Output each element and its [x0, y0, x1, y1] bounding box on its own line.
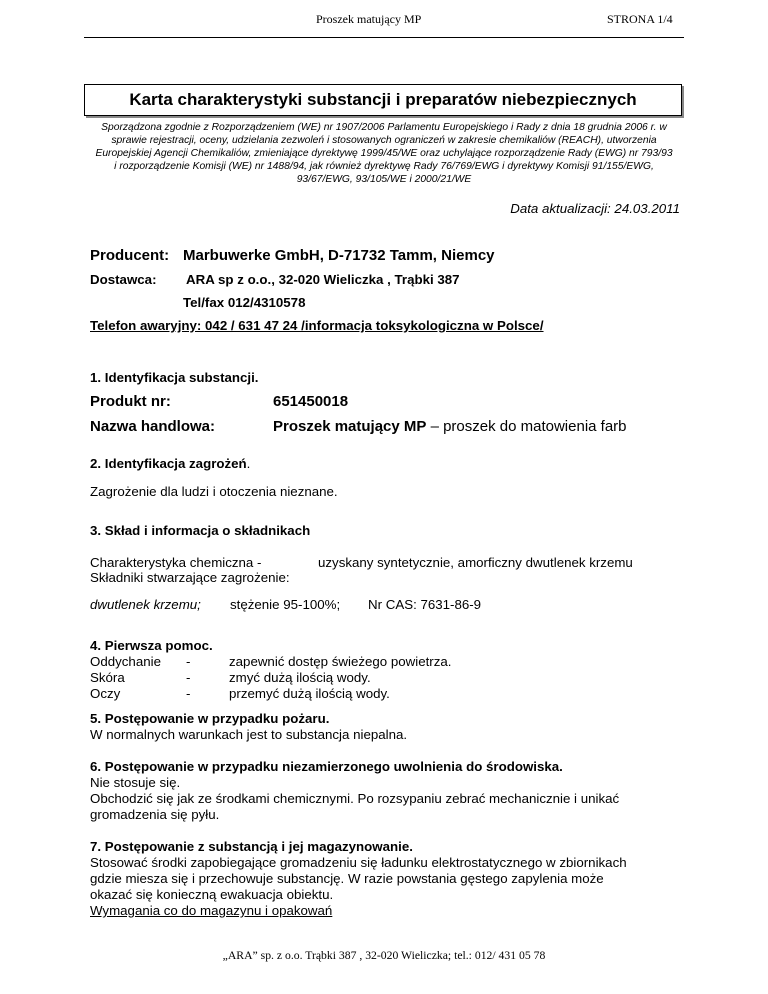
section-6-line: Obchodzić się jak ze środkami chemicznymi. Po rozsypaniu zebrać mechanicznie i unikać: [90, 791, 620, 806]
first-aid-text: zmyć dużą ilością wody.: [229, 670, 371, 685]
section-3-title: 3. Skład i informacja o składnikach: [90, 523, 311, 538]
component-name: dwutlenek krzemu;: [90, 597, 201, 612]
trade-name: Proszek matujący MP: [273, 418, 427, 435]
section-6-title: 6. Postępowanie w przypadku niezamierzonego uwolnienia do środowiska.: [90, 759, 563, 774]
section-6-line: gromadzenia się pyłu.: [90, 807, 220, 822]
component-concentration: stężenie 95-100%;: [230, 597, 341, 612]
component-cas-number: Nr CAS: 7631-86-9: [368, 597, 482, 612]
chemical-characteristics-value: uzyskany syntetycznie, amorficzny dwutlenek krzemu: [318, 555, 633, 570]
first-aid-label: Skóra: [90, 670, 125, 685]
legal-line: i rozporządzenie Komisji (WE) nr 1488/94, jak również dyrektywę Rady 76/769/EWG i dyrektywy Komisji 91/155/EWG,: [114, 161, 654, 172]
legal-line: Sporządzona zgodnie z Rozporządzeniem (WE) nr 1907/2006 Parlamentu Europejskiego i Rady z dnia 18 grudnia 2006 r. w: [101, 122, 667, 133]
trade-name-value: [273, 418, 627, 435]
section-2-text: Zagrożenie dla ludzi i otoczenia nieznane.: [90, 484, 338, 499]
section-6-line: Nie stosuje się.: [90, 775, 181, 790]
product-number-value: 651450018: [273, 393, 349, 410]
section-7-title: 7. Postępowanie z substancją i jej magazynowanie.: [90, 839, 413, 854]
first-aid-text: zapewnić dostęp świeżego powietrza.: [229, 654, 452, 669]
section-5-text: W normalnych warunkach jest to substancja niepalna.: [90, 727, 408, 742]
document-title-box: [84, 84, 682, 116]
legal-line: Europejskiej Agencji Chemikaliów, zmieniające dyrektywę 1999/45/WE oraz uchylające rozporządzenie Rady (EWG) nr 793/93: [95, 148, 673, 159]
section-7-line: Stosować środki zapobiegające gromadzeniu się ładunku elektrostatycznego w zbiornikach: [90, 855, 627, 870]
first-aid-text: przemyć dużą ilością wody.: [229, 686, 390, 701]
update-date: Data aktualizacji: 24.03.2011: [510, 201, 680, 216]
document-title: Karta charakterystyki substancji i preparatów niebezpiecznych: [129, 90, 637, 109]
first-aid-label: Oddychanie: [90, 654, 161, 669]
product-number-label: Produkt nr:: [90, 393, 171, 410]
supplier-telephone: Tel/fax 012/4310578: [183, 295, 306, 310]
producer-label: Producent:: [90, 247, 170, 264]
section-7-line: okazać się konieczną ewakuacja obiektu.: [90, 887, 334, 902]
hazardous-components-label: Składniki stwarzające zagrożenie:: [90, 570, 290, 585]
trade-name-label: Nazwa handlowa:: [90, 418, 216, 435]
first-aid-dash: -: [186, 686, 191, 701]
emergency-phone: Telefon awaryjny: 042 / 631 47 24 /informacja toksykologiczna w Polsce/: [90, 318, 544, 333]
legal-line: sprawie rejestracji, oceny, udzielania zezwoleń i stosowanych ograniczeń w zakresie chemikaliów (REACH), utworzenia: [111, 135, 657, 146]
section-7-text: [90, 855, 690, 903]
first-aid-dash: -: [186, 654, 191, 669]
chemical-characteristics-label: Charakterystyka chemiczna -: [90, 555, 262, 570]
first-aid-label: Oczy: [90, 686, 121, 701]
storage-requirements-subheading: Wymagania co do magazynu i opakowań: [90, 903, 333, 918]
legal-line: 93/67/EWG, 93/105/WE i 2000/21/WE: [296, 174, 472, 185]
section-2-title-text: 2. Identyfikacja zagrożeń: [90, 456, 247, 471]
section-2-title-period: .: [246, 456, 251, 471]
trade-name-description: – proszek do matowienia farb: [426, 418, 627, 435]
header-product-name: Proszek matujący MP: [316, 12, 422, 26]
page-footer: „ARA” sp. z o.o. Trąbki 387 , 32-020 Wieliczka; tel.: 012/ 431 05 78: [222, 949, 546, 962]
section-7-line: gdzie miesza się i przechowuje substancję. W razie powstania gęstego zapylenia może: [90, 871, 604, 886]
producer-value: Marbuwerke GmbH, D-71732 Tamm, Niemcy: [183, 247, 495, 264]
section-4-title: 4. Pierwsza pomoc.: [90, 638, 213, 653]
supplier-label: Dostawca:: [90, 272, 157, 287]
section-1-title: 1. Identyfikacja substancji.: [90, 370, 259, 385]
section-6-text: [90, 775, 690, 823]
header-divider: [84, 37, 684, 38]
legal-basis-text: [84, 121, 684, 186]
header-page-number: STRONA 1/4: [607, 12, 673, 26]
supplier-value: ARA sp z o.o., 32-020 Wieliczka , Trąbki 387: [186, 272, 460, 287]
section-2-title: [90, 456, 250, 471]
first-aid-dash: -: [186, 670, 191, 685]
section-5-title: 5. Postępowanie w przypadku pożaru.: [90, 711, 330, 726]
